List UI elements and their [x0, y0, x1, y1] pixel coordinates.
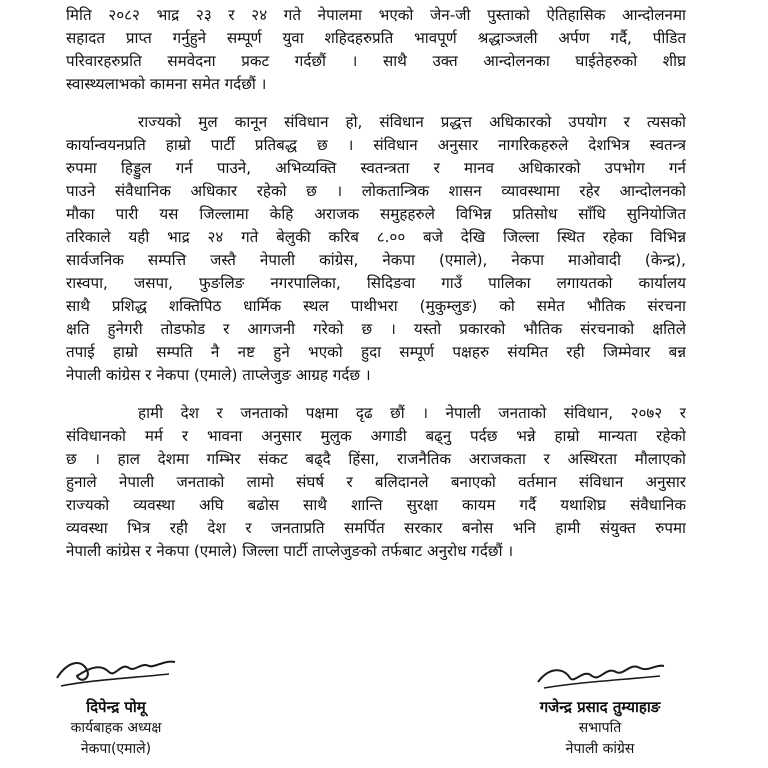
- text-line: कार्यान्वयनप्रति हाम्रो पार्टी प्रतिबद्ध छ । संविधान अनुसार नागरिकहरुले देशभित्र स्वतन्त्र: [66, 136, 686, 154]
- text-line: नेपाली कांग्रेस र नेकपा (एमाले) ताप्लेजुङ आग्रह गर्दछ ।: [66, 366, 371, 384]
- letter-body: [66, 4, 686, 563]
- text-line: राज्यको मुल कानून संविधान हो, संविधान प्रद्धत्त अधिकारको उपयोग र त्यसको: [138, 113, 686, 131]
- signatory-party: नेपाली कांग्रेस: [565, 741, 635, 757]
- text-line: सार्वजनिक सम्पत्ति जस्तै नेपाली कांग्रेस, नेकपा (एमाले), नेकपा माओवादी (केन्द्र),: [66, 251, 686, 269]
- handwritten-signature: [530, 656, 670, 692]
- text-line: साथै प्रशिद्ध शक्तिपिठ धार्मिक स्थल पाथीभरा (मुकुम्लुङ) को समेत भौतिक संरचना: [66, 297, 686, 315]
- text-line: तरिकाले यही भाद्र २४ गते बेलुकी करिब ८.०० बजे देखि जिल्ला स्थित रहेका विभिन्न: [66, 228, 686, 246]
- text-line: रास्वपा, जसपा, फुङलिङ नगरपालिका, सिदिङवा गाउँ पालिका लगायतको कार्यालय: [66, 274, 686, 292]
- text-line: स्वास्थ्यलाभको कामना समेत गर्दछौं ।: [66, 75, 267, 93]
- text-line: राज्यको व्यवस्था अघि बढोस साथै शान्ति सुरक्षा कायम गर्दै यथाशिघ्र संवैधानिक: [66, 496, 686, 514]
- signatory-title: कार्यबाहक अध्यक्ष: [70, 720, 162, 736]
- text-line: रुपमा हिड्डुल गर्न पाउने, अभिव्यक्ति स्वतन्त्रता र मानव अधिकारको उपभोग गर्न: [66, 159, 686, 177]
- signatory-party: नेकपा(एमाले): [80, 741, 152, 757]
- signature-block-left: [16, 648, 216, 760]
- signatory-title: सभापति: [578, 720, 622, 736]
- text-line: परिवारहरुप्रति समवेदना प्रकट गर्दछौं । साथै उक्त आन्दोलनका घाईतेहरुको शीघ्र: [66, 52, 686, 70]
- text-line: नेपाली कांग्रेस र नेकपा (एमाले) जिल्ला पार्टी ताप्लेजुङको तर्फबाट अनुरोध गर्दछौं ।: [66, 542, 514, 560]
- text-line: हामी देश र जनताको पक्षमा दृढ छौं । नेपाली जनताको संविधान, २०७२ र: [138, 404, 686, 422]
- text-line: पाउने संवैधानिक अधिकार रहेको छ । लोकतान्त्रिक शासन व्यावस्थामा रहेर आन्दोलनको: [66, 182, 686, 200]
- signature-block-right: [500, 656, 700, 760]
- text-line: मिति २०८२ भाद्र २३ र २४ गते नेपालमा भएको जेन-जी पुस्ताको ऐतिहासिक आन्दोलनमा: [66, 6, 686, 24]
- text-line: क्षति हुनेगरी तोडफोड र आगजनी गरेको छ । यस्तो प्रकारको भौतिक संरचनाको क्षतिले: [66, 320, 686, 338]
- handwritten-signature: [51, 648, 181, 692]
- paragraph-3: [66, 402, 686, 563]
- text-line: सहादत प्राप्त गर्नुहुने सम्पूर्ण युवा शहिदहरुप्रति भावपूर्ण श्रद्धाञ्जली अर्पण गर्दै, पीडित: [66, 29, 686, 47]
- paragraph-1: [66, 4, 686, 96]
- text-line: हुनाले नेपाली जनताको लामो संघर्ष र बलिदानले बनाएको वर्तमान संविधान अनुसार: [66, 473, 686, 491]
- text-line: छ । हाल देशमा गम्भिर संकट बढ्दै हिंसा, राजनैतिक अराजकता र अस्थिरता मौलाएको: [66, 450, 686, 468]
- text-line: तपाई हाम्रो सम्पति नै नष्ट हुने भएको हुदा सम्पूर्ण पक्षहरु संयमित रही जिम्मेवार बन्न: [66, 343, 686, 361]
- signatory-name: दिपेन्द्र पोमू: [86, 698, 146, 716]
- paragraph-2: [66, 111, 686, 387]
- text-line: संविधानको मर्म र भावना अनुसार मुलुक अगाडी बढ्नु पर्दछ भन्ने हाम्रो मान्यता रहेको: [66, 427, 686, 445]
- signatory-name: गजेन्द्र प्रसाद तुम्याहाङ: [539, 698, 661, 716]
- text-line: मौका पारी यस जिल्लामा केहि अराजक समुहहरुले विभिन्न प्रतिसोध साँधि सुनियोजित: [66, 205, 686, 223]
- text-line: व्यवस्था भित्र रही देश र जनताप्रति समर्पित सरकार बनोस भनि हामी संयुक्त रुपमा: [66, 519, 686, 537]
